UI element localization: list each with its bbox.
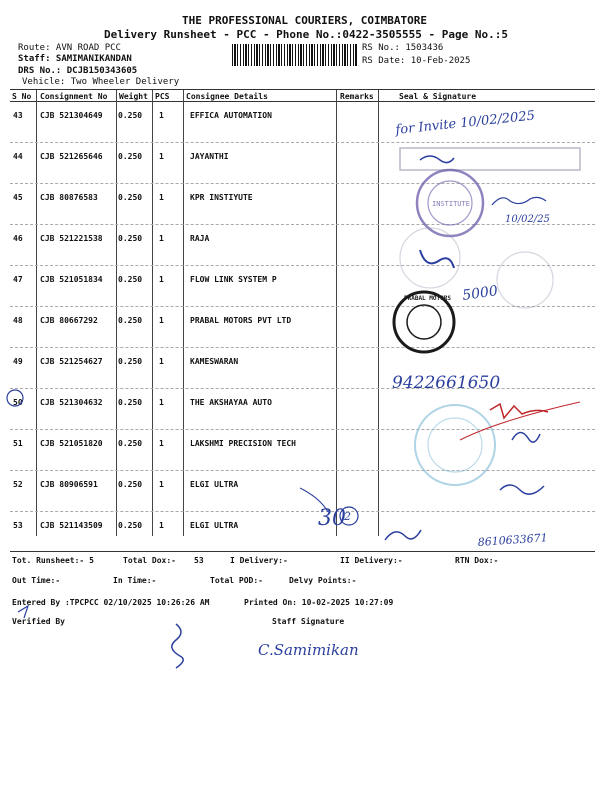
cell-weight: 0.250 xyxy=(118,111,143,120)
row50-sno-circle xyxy=(7,390,23,406)
drs-label: DRS No.: DCJB150343605 xyxy=(18,66,138,76)
cell-sno: 53 xyxy=(13,521,23,530)
cell-consignment: CJB 521051834 xyxy=(40,275,103,284)
runsheet-title: Delivery Runsheet - PCC - Phone No.:0422-3505555 - Page No.:5 xyxy=(104,28,508,41)
row49-handwriting: 9422661650 xyxy=(392,373,501,393)
cell-pcs: 1 xyxy=(159,275,164,284)
route-label: Route: AVN ROAD PCC xyxy=(18,43,121,53)
cell-weight: 0.250 xyxy=(118,480,143,489)
cell-sno: 49 xyxy=(13,357,23,366)
col-consignee: Consignee Details xyxy=(186,92,268,101)
cell-pcs: 1 xyxy=(159,398,164,407)
cell-consignment: CJB 80906591 xyxy=(40,480,98,489)
cell-consignment: CJB 80667292 xyxy=(40,316,98,325)
cell-pcs: 1 xyxy=(159,234,164,243)
cell-consignee: KPR INSTIYUTE xyxy=(190,193,253,202)
cell-weight: 0.250 xyxy=(118,398,143,407)
cell-pcs: 1 xyxy=(159,152,164,161)
cell-sno: 47 xyxy=(13,275,23,284)
col-sno: S No xyxy=(12,92,32,101)
total-dox-value: 53 xyxy=(194,556,204,565)
tot-runsheet: Tot. Runsheet:- 5 xyxy=(12,556,94,565)
cell-weight: 0.250 xyxy=(118,439,143,448)
col-consignment: Consignment No xyxy=(40,92,108,101)
cell-consignee: KAMESWARAN xyxy=(190,357,239,366)
cell-consignee: THE AKSHAYAA AUTO xyxy=(190,398,272,407)
col-seal: Seal & Signature xyxy=(399,92,477,101)
cell-pcs: 1 xyxy=(159,439,164,448)
row45-date: 10/02/25 xyxy=(505,214,550,225)
in-time: In Time:- xyxy=(113,576,157,585)
verified-initial xyxy=(18,606,28,618)
cell-sno: 46 xyxy=(13,234,23,243)
cell-pcs: 1 xyxy=(159,316,164,325)
row44-rect-stamp xyxy=(400,148,580,170)
cell-weight: 0.250 xyxy=(118,357,143,366)
cell-sno: 43 xyxy=(13,111,23,120)
cell-consignee: ELGI ULTRA xyxy=(190,480,239,489)
cell-consignee: RAJA xyxy=(190,234,210,243)
cell-consignee: PRABAL MOTORS PVT LTD xyxy=(190,316,292,325)
row52-signature xyxy=(500,485,544,494)
row48-stamp-text: PRABAL MOTORS xyxy=(404,295,451,302)
cell-sno: 44 xyxy=(13,152,23,161)
col-remarks: Remarks xyxy=(340,92,374,101)
delvy-points: Delvy Points:- xyxy=(289,576,357,585)
row46-signature xyxy=(420,250,454,268)
staff-signature: C.Samimikan xyxy=(258,641,359,659)
i-delivery: I Delivery:- xyxy=(230,556,288,565)
row50-cyan-stamp xyxy=(415,405,495,485)
row44-signature xyxy=(420,156,454,163)
row50-red-scribble xyxy=(490,404,548,418)
row45-stamp-text: INSTITUTE xyxy=(432,200,470,208)
cell-consignment: CJB 521221538 xyxy=(40,234,103,243)
printed-on: Printed On: 10-02-2025 10:27:09 xyxy=(244,598,394,607)
vehicle-label: Vehicle: Two Wheeler Delivery xyxy=(22,77,180,87)
cell-consignee: EFFICA AUTOMATION xyxy=(190,111,272,120)
row43-handwriting: for Invite 10/02/2025 xyxy=(394,108,536,138)
cell-weight: 0.250 xyxy=(118,234,143,243)
cell-weight: 0.250 xyxy=(118,152,143,161)
rs-no: RS No.: 1503436 xyxy=(362,43,444,53)
company-title: THE PROFESSIONAL COURIERS, COIMBATORE xyxy=(182,14,428,27)
entered-by: Entered By :TPCPCC 02/10/2025 10:26:26 AM xyxy=(12,598,210,607)
col-pcs: PCS xyxy=(155,92,170,101)
cell-sno: 51 xyxy=(13,439,23,448)
row52-number: 30 xyxy=(318,506,346,531)
cell-pcs: 1 xyxy=(159,111,164,120)
row46-faint-stamp xyxy=(400,228,460,288)
cell-sno: 52 xyxy=(13,480,23,489)
cell-consignment: CJB 80876583 xyxy=(40,193,98,202)
row50-red-line xyxy=(460,402,580,440)
cell-consignee: FLOW LINK SYSTEM P xyxy=(190,275,277,284)
row48-round-stamp-inner xyxy=(407,305,441,339)
cell-sno: 45 xyxy=(13,193,23,202)
cell-consignee: JAYANTHI xyxy=(190,152,229,161)
cell-pcs: 1 xyxy=(159,357,164,366)
total-dox-label: Total Dox:- xyxy=(123,556,176,565)
cell-consignment: CJB 521304632 xyxy=(40,398,103,407)
row47-faint-stamp xyxy=(497,252,553,308)
cell-consignment: CJB 521051820 xyxy=(40,439,103,448)
cell-weight: 0.250 xyxy=(118,193,143,202)
row53-phone: 8610633671 xyxy=(477,531,549,549)
row53-circle-num: 2 xyxy=(344,510,351,523)
cell-weight: 0.250 xyxy=(118,521,143,530)
cell-consignment: CJB 521265646 xyxy=(40,152,103,161)
cell-consignment: CJB 521254627 xyxy=(40,357,103,366)
verified-signature xyxy=(172,624,183,668)
out-time: Out Time:- xyxy=(12,576,61,585)
row53-signature xyxy=(385,530,421,540)
cell-consignment: CJB 521143509 xyxy=(40,521,103,530)
cell-consignee: ELGI ULTRA xyxy=(190,521,239,530)
cell-pcs: 1 xyxy=(159,480,164,489)
staff-label: Staff: SAMIMANIKANDAN xyxy=(18,54,132,64)
row45-signature xyxy=(492,197,546,205)
staff-signature-label: Staff Signature xyxy=(272,617,345,626)
cell-pcs: 1 xyxy=(159,193,164,202)
row47-handwriting: 5000 xyxy=(461,283,499,304)
ii-delivery: II Delivery:- xyxy=(340,556,403,565)
rs-date: RS Date: 10-Feb-2025 xyxy=(362,56,471,66)
verified-by: Verified By xyxy=(12,617,65,626)
cell-weight: 0.250 xyxy=(118,316,143,325)
cell-consignment: CJB 521304649 xyxy=(40,111,103,120)
cell-sno: 50 xyxy=(13,398,23,407)
cell-weight: 0.250 xyxy=(118,275,143,284)
cell-consignee: LAKSHMI PRECISION TECH xyxy=(190,439,296,448)
row50-cyan-stamp-inner xyxy=(428,418,482,472)
col-weight: Weight xyxy=(119,92,148,101)
rtn-dox: RTN Dox:- xyxy=(455,556,499,565)
row51-signature xyxy=(512,432,540,442)
cell-pcs: 1 xyxy=(159,521,164,530)
cell-sno: 48 xyxy=(13,316,23,325)
total-pod: Total POD:- xyxy=(210,576,263,585)
